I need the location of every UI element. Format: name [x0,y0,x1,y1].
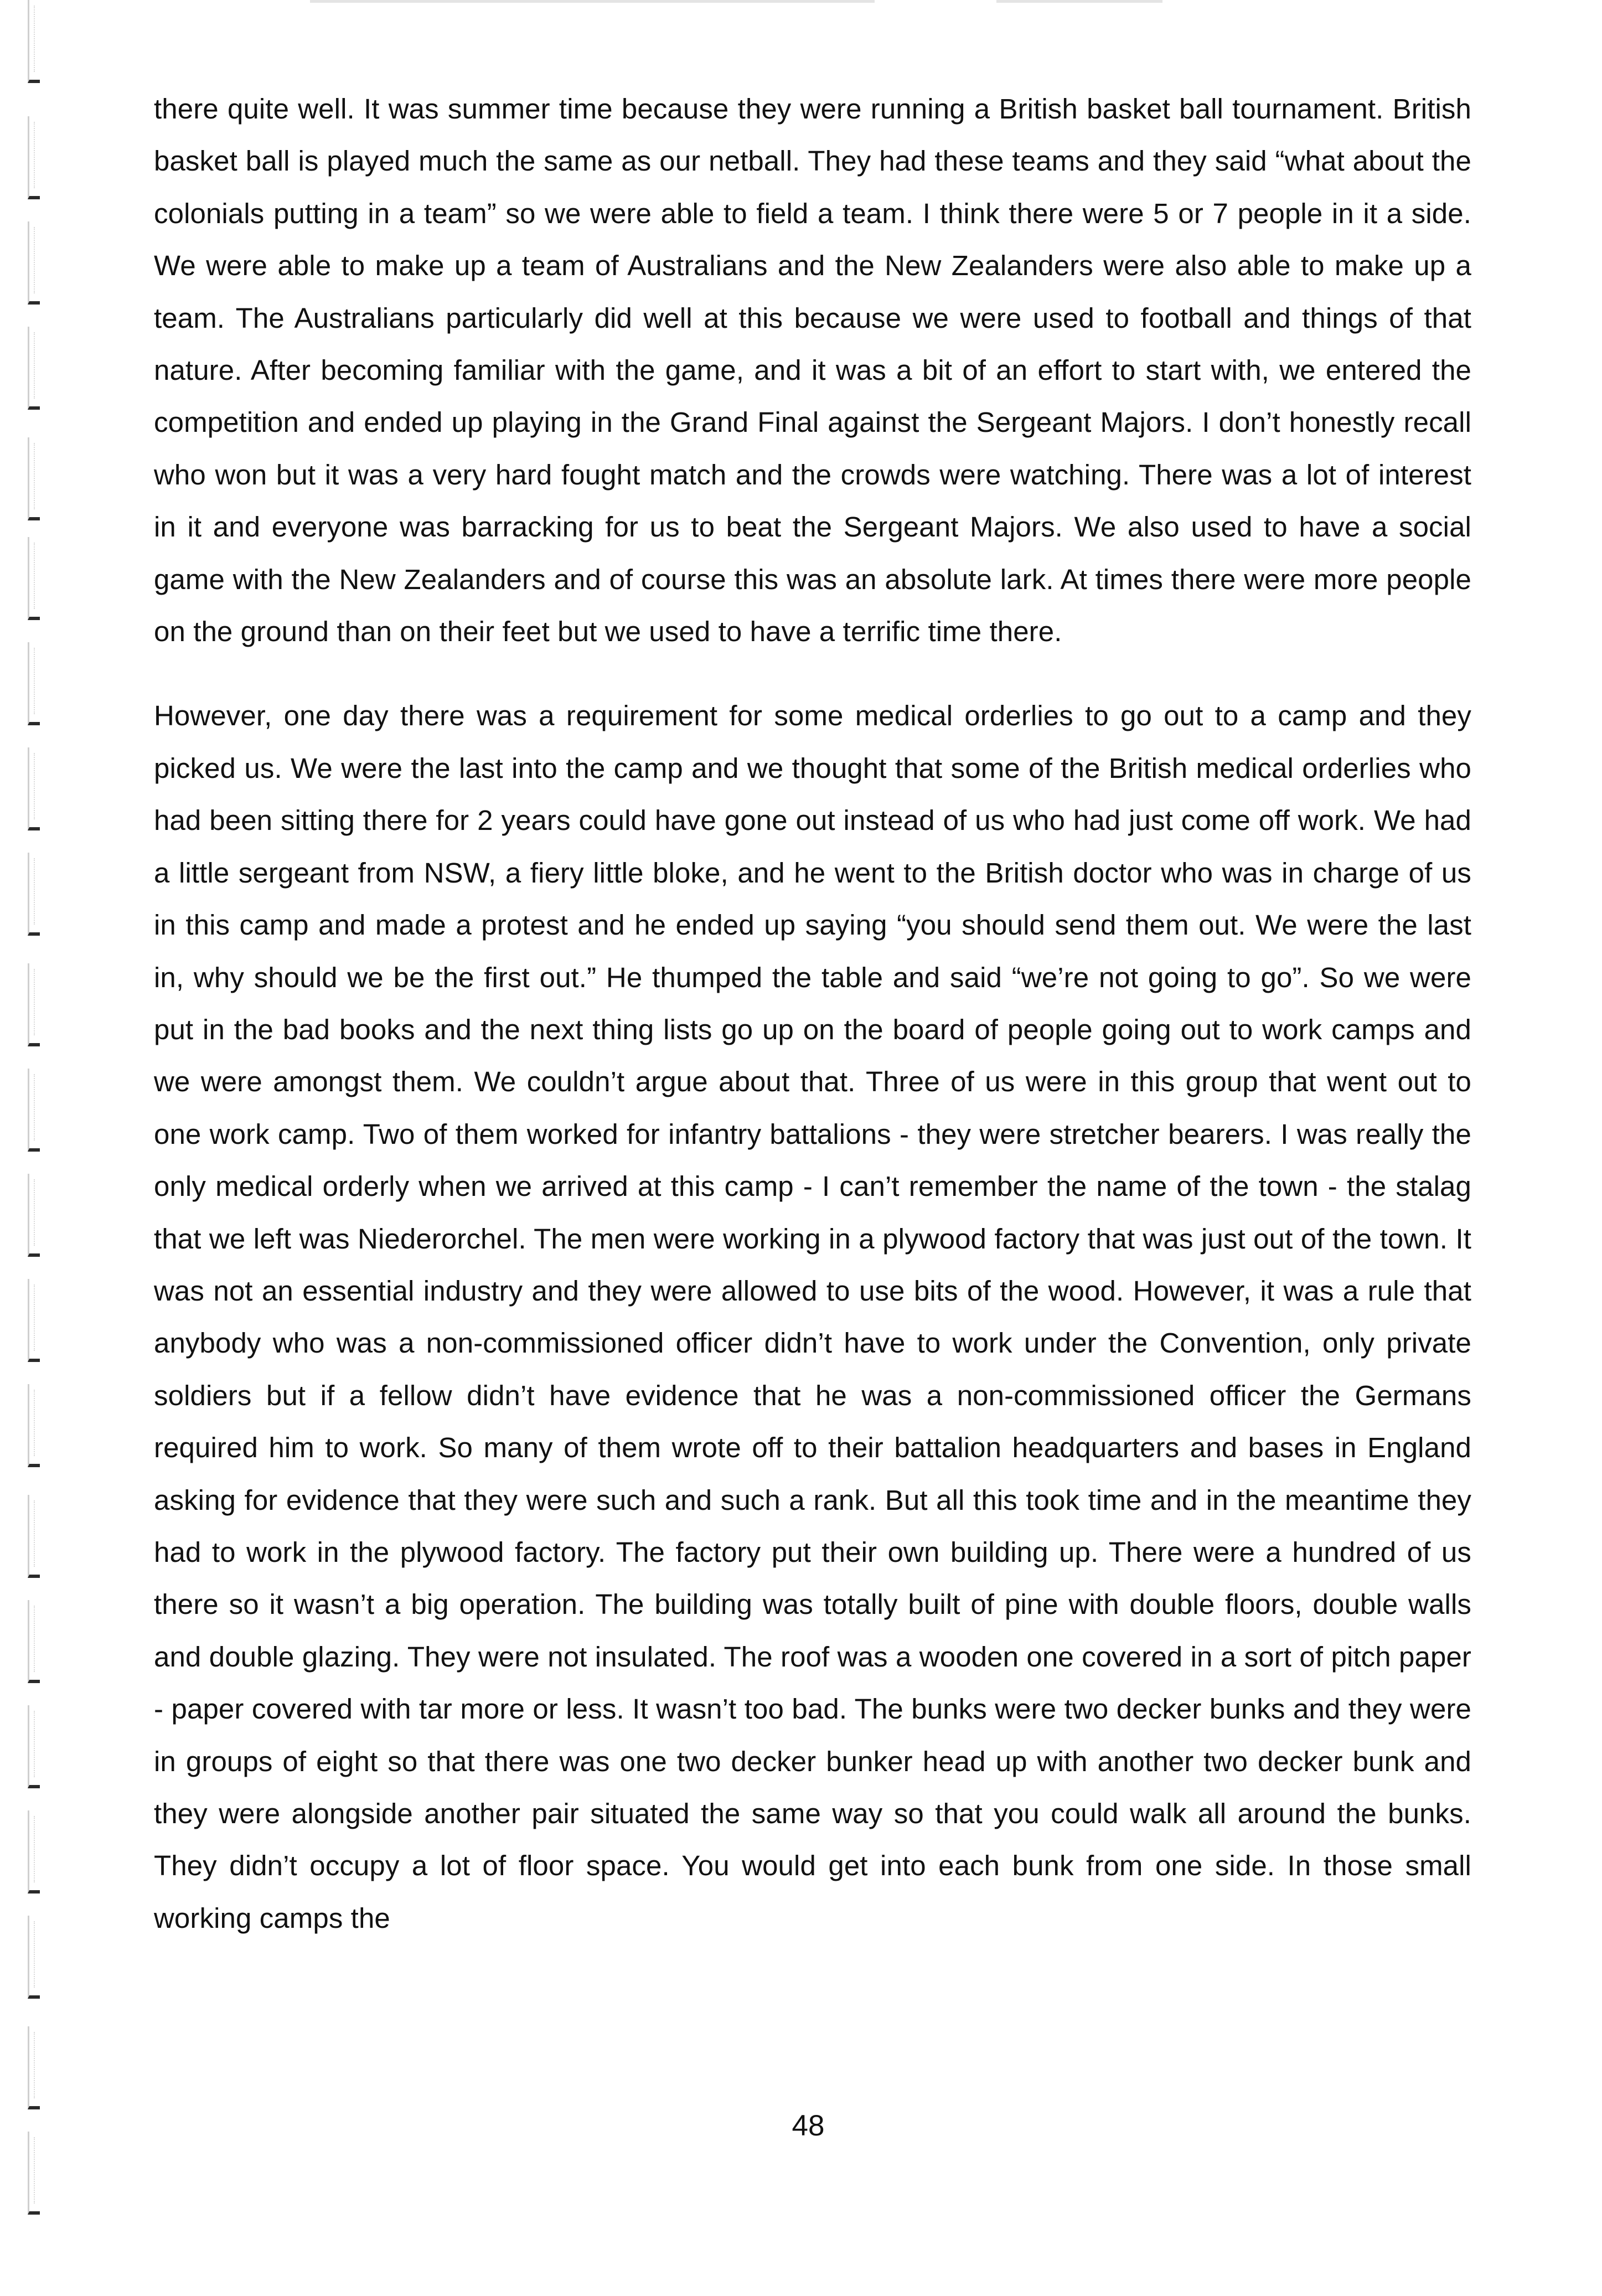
binding-hole [28,537,40,620]
top-edge-mark [310,0,875,3]
binding-hole [28,1916,40,1999]
binding-hole [28,853,40,936]
binding-hole [28,1279,40,1362]
binding-hole [28,437,40,520]
page-number: 48 [792,2109,825,2142]
binding-hole [28,1495,40,1578]
binding-holes [21,0,54,2296]
binding-hole [28,2026,40,2109]
binding-hole [28,747,40,830]
binding-hole [28,1069,40,1152]
binding-hole [28,327,40,410]
binding-hole [28,2132,40,2215]
binding-hole [28,642,40,725]
binding-hole [28,116,40,199]
paragraph: there quite well. It was summer time because they were running a British basket ball tournament. British basket ball is played much the same as our netball. They had these teams and they said “what about the colonials putting in a team” so we were able to field a team. I think there were 5 or 7 people in it a side. We were able to make up a team of Australians and the New Zealanders were also able to make up a team. The Australians particularly did well at this because we were used to football and things of that nature. After becoming familiar with the game, and it was a bit of an effort to start with, we entered the competition and ended up playing in the Grand Final against the Sergeant Majors. I don’t honestly recall who won but it was a very hard fought match and the crowds were watching. There was a lot of interest in it and everyone was barracking for us to beat the Sergeant Majors. We also used to have a social game with the New Zealanders and of course this was an absolute lark. At times there were more people on the ground than on their feet but we used to have a terrific time there. [154,93,1471,648]
binding-hole [28,1600,40,1683]
binding-hole [28,0,40,83]
top-edge-mark [996,0,1162,3]
binding-hole [28,221,40,305]
binding-hole [28,963,40,1046]
paragraph: However, one day there was a requirement for some medical orderlies to go out to a camp and they picked us. We were the last into the camp and we thought that some of the British medical orderlies who had been sitting there for 2 years could have gone out instead of us who had just come off work. We had a little sergeant from NSW, a fiery little bloke, and he went to the British doctor who was in charge of us in this camp and made a protest and he ended up saying “you should send them out. We were the last in, why should we be the first out.” He thumped the table and said “we’re not going to go”. So we were put in the bad books and the next thing lists go up on the board of people going out to work camps and we were amongst them. We couldn’t argue about that. Three of us were in this group that went out to one work camp. Two of them worked for infantry battalions - they were stretcher bearers. I was really the only medical orderly when we arrived at this camp - I can’t remember the name of the town - the stalag that we left was Niederorchel. The men were working in a plywood factory that was just out of the town. It was not an essential industry and they were allowed to use bits of the wood. However, it was a rule that anybody who was a non-commissioned officer didn’t have to work under the Convention, only private soldiers but if a fellow didn’t have evidence that he was a non-commissioned officer the Germans required him to work. So many of them wrote off to their battalion headquarters and bases in England asking for evidence that they were such and such a rank. But all this took time and in the meantime they had to work in the plywood factory. The factory put their own building up. There were a hundred of us there so it wasn’t a big operation. The building was totally built of pine with double floors, double walls and double glazing. They were not insulated. The roof was a wooden one covered in a sort of pitch paper - paper covered with tar more or less. It wasn’t too bad. The bunks were two decker bunks and they were in groups of eight so that there was one two decker bunker head up with another two decker bunk and they were alongside another pair situated the same way so that you could walk all around the bunks. They didn’t occupy a lot of floor space. You would get into each bunk from one side. In those small working camps the [154,700,1471,1934]
binding-hole [28,1810,40,1893]
binding-hole [28,1705,40,1788]
binding-hole [28,1174,40,1257]
body-text [154,83,1471,1944]
binding-hole [28,1384,40,1467]
